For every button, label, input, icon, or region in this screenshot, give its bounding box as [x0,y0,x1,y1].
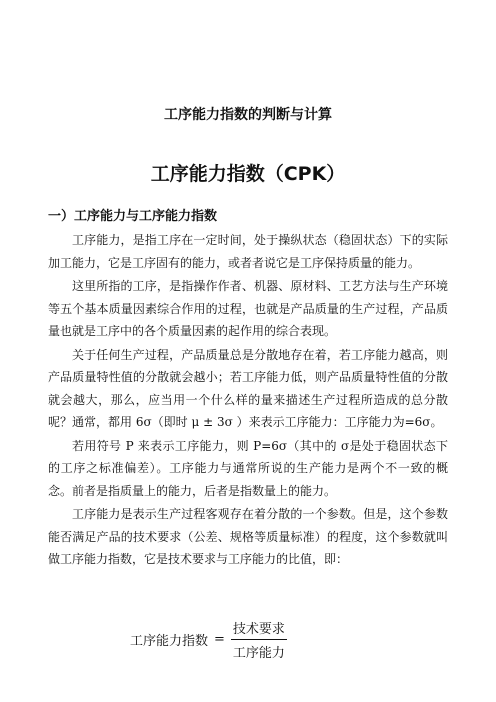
section-heading: 一）工序能力与工序能力指数 [48,209,218,224]
paragraph: 这里所指的工序，是指操作作者、机器、原材料、工艺方法与生产环境等五个基本质量因素综合作用的过程，也就是产品质量的生产过程，产品质量也就是工序中的各个质量因素的起作用的综合表现。 [48,279,448,338]
formula-denominator: 工序能力 [232,646,285,661]
formula [130,618,287,661]
paragraph: 若用符号 P 来表示工序能力，则 P=6σ（其中的 σ是处于稳固状态下的工序之标准偏差）。工序能力与通常所说的生产能力是两个不一致的概念。前者是指质量上的能力，后者是指数量上的能力。 [48,438,448,498]
formula-numerator: 技术要求 [232,622,285,637]
main-title: 工序能力指数（CPK） [150,163,346,185]
document-title: 工序能力指数的判断与计算 [164,107,332,123]
formula-fraction [231,618,287,661]
body-text [48,229,448,571]
paragraph: 工序能力是表示生产过程客观存在着分散的一个参数。但是，这个参数能否满足产品的技术要求（公差、规格等质量标准）的程度，这个参数就叫做工序能力指数，它是技术要求与工序能力的比值，即： [48,507,448,566]
formula-lhs: 工序能力指数 [130,634,209,649]
paragraph: 关于任何生产过程，产品质量总是分散地存在着，若工序能力越高，则产品质量特性值的分散就会越小；若工序能力低，则产品质量特性值的分散就会越大，那么，应当用一个什么样的量来描述生产过程所造成的总分散呢？通常，都用 6σ（即时 μ ± 3σ ）来表示工序能力：工序能力为=6σ。 [48,347,448,429]
paragraph: 工序能力，是指工序在一定时间，处于操纵状态（稳固状态）下的实际加工能力，它是工序固有的能力，或者者说它是工序保持质量的能力。 [48,233,448,270]
formula-equals: = [214,632,225,647]
